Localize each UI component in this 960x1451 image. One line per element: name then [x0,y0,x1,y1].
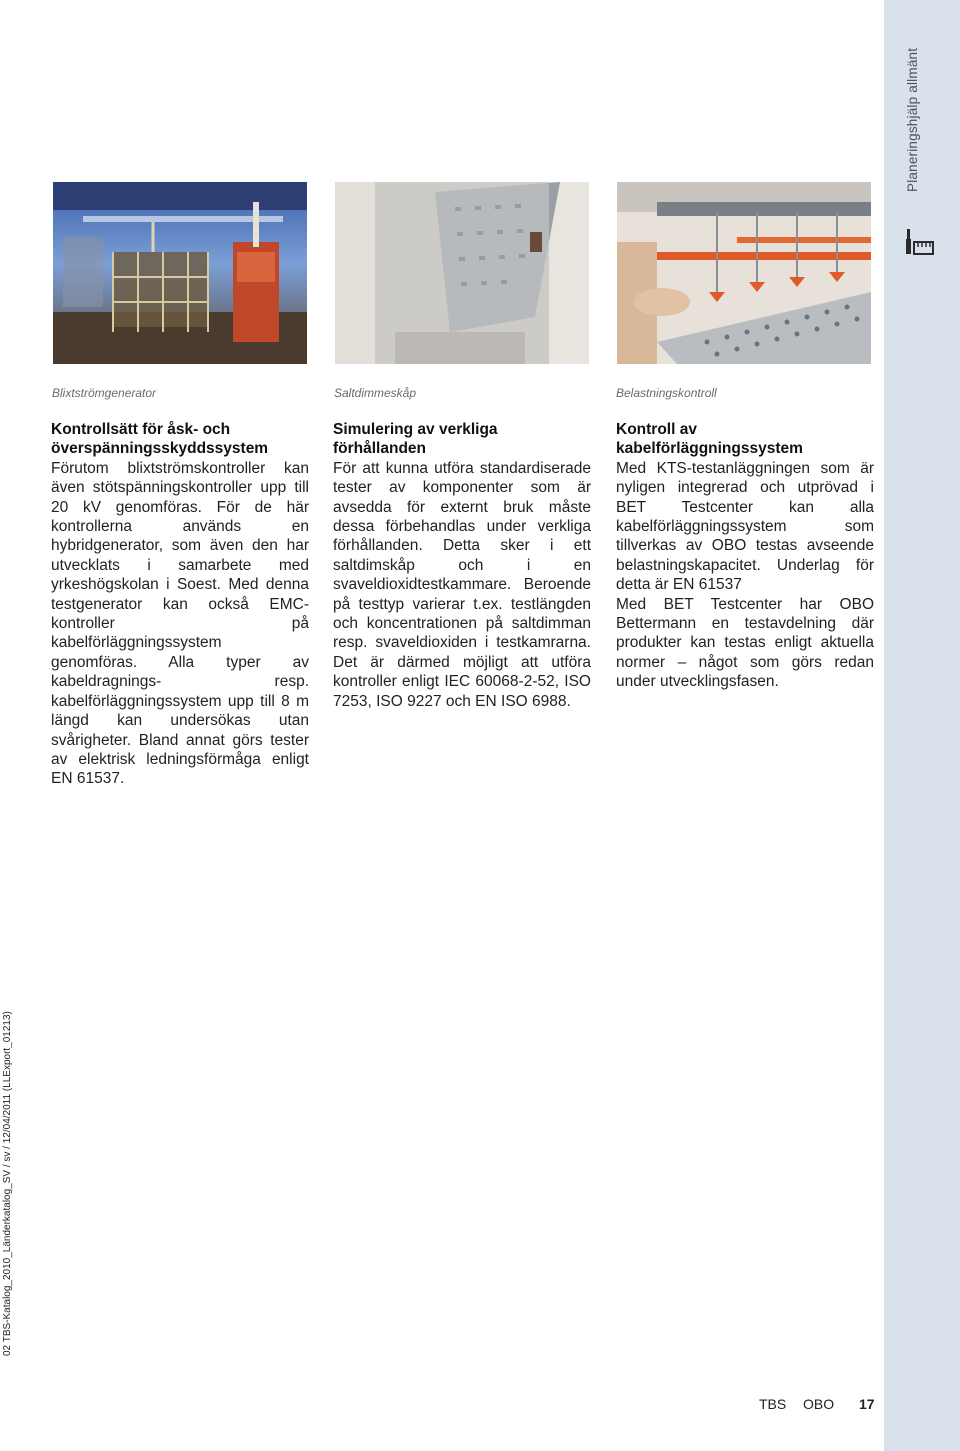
section-heading: Kontrollsätt för åsk- och överspänningsskyddssystem [51,421,269,458]
body-paragraph: Med KTS-testanläggningen som är nyligen integrerad och utprövad i BET Testcenter kan alla kabelförläggningssystem som tillverkas av OBO testas avseende belastningskapacitet. Underlag för detta är EN 61537 [616,459,874,594]
tools-ruler-icon [905,228,935,256]
salt-mist-cabinet-photo [335,182,589,364]
page-number: 17 [859,1396,875,1412]
section-heading: Simulering av verkliga förhållanden [333,421,498,458]
text-column [616,420,874,692]
file-reference: 02 TBS-Katalog_2010_Länderkatalog_SV / sv / 12/04/2011 (LLExport_01213) [2,1011,13,1356]
photo-caption: Saltdimmeskåp [334,386,417,400]
section-title: Planeringshjälp allmänt [905,47,920,192]
photo-caption: Belastningskontroll [616,386,717,400]
footer-brand-obo: OBO [803,1396,835,1412]
section-heading: Kontroll av kabelförläggningssystem [616,421,803,458]
sidebar-band [884,0,960,1451]
photo-caption: Blixtströmgenerator [52,386,157,400]
text-column [51,420,309,789]
body-paragraph: För att kunna utföra standardiserade tester av komponenter som är avsedda för externt bruk måste dessa förbehandlas under verkliga förhållanden. Detta sker i ett saltdimskåp och i en svaveldioxidtestkammare. Beroende på testtyp varierar t.ex. testlängden och koncentrationen på saltdimman resp. svaveldioxiden i testkamrarna. Det är därmed möjligt att utföra kontroller enligt IEC 60068-2-52, ISO 7253, ISO 9227 och EN ISO 6988. [333,459,591,710]
body-paragraph: Med BET Testcenter har OBO Bettermann en testavdelning där produkter kan testas enligt aktuella normer – något som görs redan under utvecklingsfasen. [616,595,874,691]
body-paragraph: Förutom blixtströmskontroller kan även stötspänningskontroller upp till 20 kV genomföras. För de här kontrollerna används en hybridgenerator, som även den har utvecklats i samarbete med yrkeshögskolan i Soest. Med denna testgenerator kan också EMC-kontroller på kabelförläggningssystem genomföras. Alla typer av kabeldragnings- resp. kabelförläggningssystem upp till 8 m längd kan undersökas utan svårigheter. Bland annat görs tester av elektrisk ledningsförmåga enligt EN 61537. [51,459,309,788]
load-test-photo [617,182,871,364]
footer-brand-tbs: TBS [759,1396,787,1412]
lightning-generator-photo [53,182,307,364]
text-column [333,420,591,711]
